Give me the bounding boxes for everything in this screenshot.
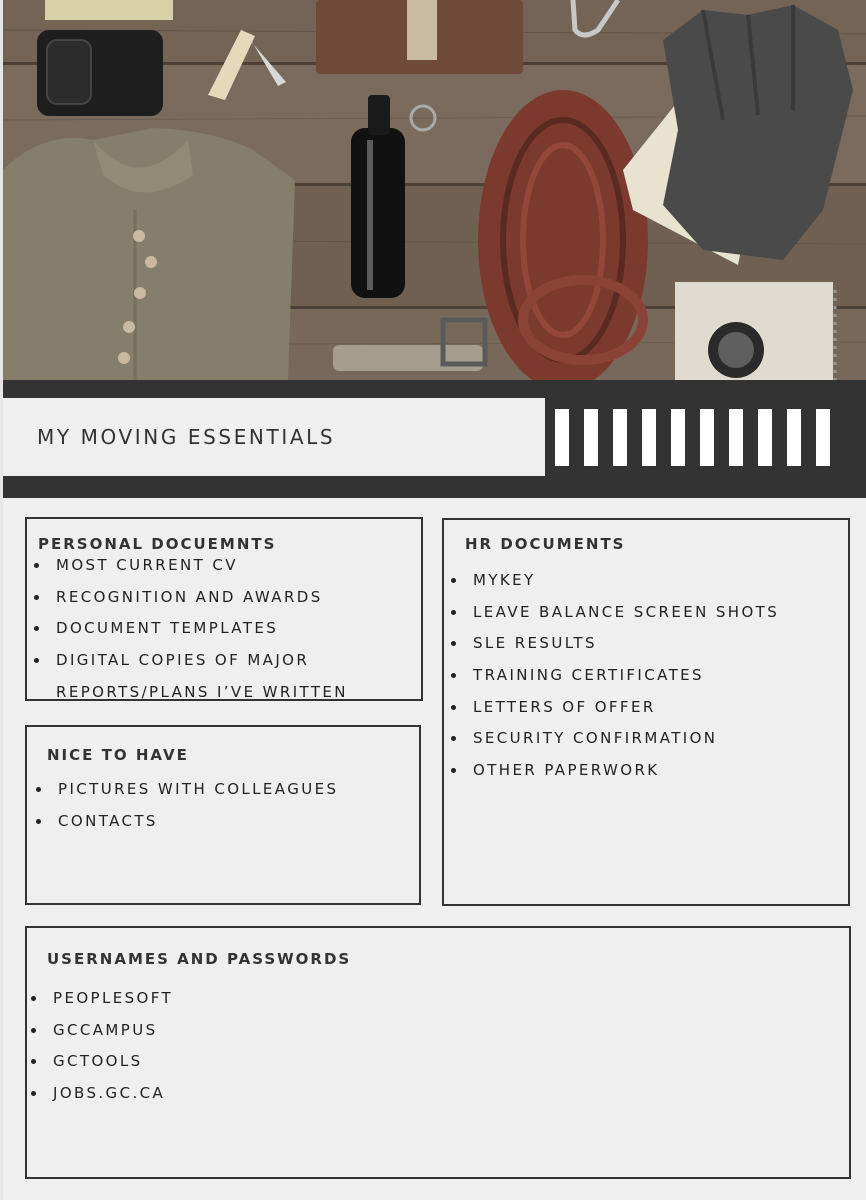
nice-to-have-box bbox=[25, 725, 421, 905]
usernames-passwords-title: USERNAMES AND PASSWORDS bbox=[47, 950, 352, 968]
list-item-text: TRAINING CERTIFICATES bbox=[473, 666, 704, 685]
stripe bbox=[613, 409, 627, 466]
list-item-text: OTHER PAPERWORK bbox=[473, 761, 660, 780]
list-item-text: LEAVE BALANCE SCREEN SHOTS bbox=[473, 602, 780, 621]
list-item-text: MOST CURRENT CV bbox=[56, 556, 238, 574]
stripe bbox=[758, 409, 772, 466]
personal-documents-box bbox=[25, 517, 423, 701]
list-item-text: LETTERS OF OFFER bbox=[473, 697, 656, 716]
stripe bbox=[729, 409, 743, 466]
list-item-text: MYKEY bbox=[473, 571, 536, 589]
stripe bbox=[816, 409, 830, 466]
list-item-text: SECURITY CONFIRMATION bbox=[473, 729, 718, 748]
list-item bbox=[31, 587, 348, 619]
title-box bbox=[3, 398, 545, 476]
list-item bbox=[33, 811, 338, 843]
list-item bbox=[448, 697, 779, 729]
list-item-text: PEOPLESOFT bbox=[53, 989, 174, 1007]
nice-to-have-title: NICE TO HAVE bbox=[47, 746, 189, 764]
list-item-text-continued: REPORTS/PLANS I’VE WRITTEN bbox=[56, 683, 348, 702]
stripe bbox=[555, 409, 569, 466]
hr-documents-list bbox=[448, 570, 779, 792]
stripe bbox=[700, 409, 714, 466]
stripe bbox=[787, 409, 801, 466]
list-item bbox=[33, 779, 338, 811]
personal-documents-title: PERSONAL DOCUEMNTS bbox=[38, 535, 277, 553]
hr-documents-box bbox=[442, 518, 850, 906]
list-item bbox=[448, 602, 779, 634]
list-item bbox=[28, 1083, 173, 1115]
list-item bbox=[31, 555, 348, 587]
list-item-text: CONTACTS bbox=[58, 811, 158, 830]
hero-image bbox=[3, 0, 866, 380]
stripe bbox=[642, 409, 656, 466]
list-item-text: JOBS.GC.CA bbox=[53, 1084, 166, 1103]
list-item-text: SLE RESULTS bbox=[473, 634, 597, 653]
list-item bbox=[31, 618, 348, 650]
list-item bbox=[448, 728, 779, 760]
list-item-text: GCCAMPUS bbox=[53, 1020, 158, 1039]
stripe bbox=[671, 409, 685, 466]
list-item bbox=[28, 988, 173, 1020]
list-item-text: DIGITAL COPIES OF MAJOR bbox=[56, 651, 310, 670]
nice-to-have-list bbox=[33, 779, 338, 842]
stripe bbox=[584, 409, 598, 466]
list-item bbox=[28, 1020, 173, 1052]
list-item bbox=[448, 665, 779, 697]
list-item-text: GCTOOLS bbox=[53, 1052, 143, 1071]
list-item-text: DOCUMENT TEMPLATES bbox=[56, 619, 279, 638]
page-title: MY MOVING ESSENTIALS bbox=[37, 425, 336, 449]
list-item bbox=[28, 1051, 173, 1083]
hr-documents-title: HR DOCUMENTS bbox=[465, 535, 626, 553]
list-item bbox=[448, 760, 779, 792]
list-item bbox=[448, 570, 779, 602]
list-item bbox=[31, 650, 348, 702]
usernames-passwords-list bbox=[28, 988, 173, 1115]
personal-documents-list bbox=[31, 555, 348, 702]
list-item bbox=[448, 633, 779, 665]
usernames-passwords-box bbox=[25, 926, 851, 1179]
list-item-text: PICTURES WITH COLLEAGUES bbox=[58, 780, 339, 798]
list-item-text: RECOGNITION AND AWARDS bbox=[56, 587, 323, 606]
